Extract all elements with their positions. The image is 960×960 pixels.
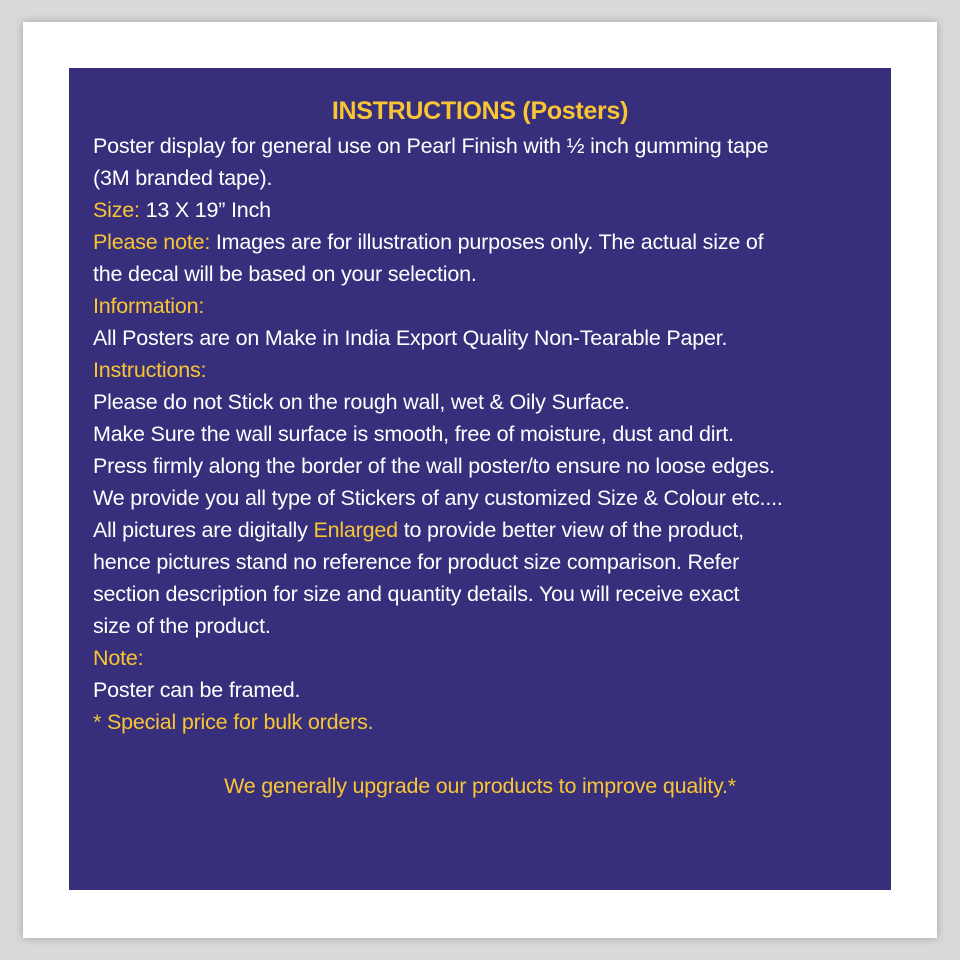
instruction-line-3: Press firmly along the border of the wall poster/to ensure no loose edges.	[93, 454, 775, 478]
size-label: Size:	[93, 198, 140, 222]
instruction-line-7: section description for size and quantity details. You will receive exact	[93, 582, 740, 606]
size-value: 13 X 19” Inch	[139, 198, 271, 222]
footer-note: We generally upgrade our products to improve quality.*	[224, 774, 736, 798]
note-text: Poster can be framed.	[93, 678, 301, 702]
instructions-label: Instructions:	[93, 358, 207, 382]
page-title: INSTRUCTIONS (Posters)	[331, 97, 629, 125]
instruction-line-1: Please do not Stick on the rough wall, wet & Oily Surface.	[93, 390, 630, 414]
please-note-text: Images are for illustration purposes only. The actual size of	[210, 230, 764, 254]
please-note-line-2: the decal will be based on your selection.	[93, 262, 477, 286]
enlarged-word: Enlarged	[313, 518, 398, 542]
instruction-line-6: hence pictures stand no reference for product size comparison. Refer	[93, 550, 740, 574]
information-text: All Posters are on Make in India Export Quality Non-Tearable Paper.	[93, 326, 728, 350]
special-price-note: * Special price for bulk orders.	[93, 710, 374, 734]
size-row	[93, 194, 867, 226]
intro-line-2: (3M branded tape).	[93, 166, 273, 190]
enlarged-row	[93, 514, 867, 546]
instruction-line-2: Make Sure the wall surface is smooth, free of moisture, dust and dirt.	[93, 422, 734, 446]
enlarged-after: to provide better view of the product,	[397, 518, 744, 542]
information-label: Information:	[93, 294, 205, 318]
instruction-line-8: size of the product.	[93, 614, 271, 638]
intro-line-1: Poster display for general use on Pearl Finish with ½ inch gumming tape	[93, 134, 769, 158]
enlarged-before: All pictures are digitally	[93, 518, 314, 542]
please-note-label: Please note:	[93, 230, 211, 254]
note-label: Note:	[93, 646, 144, 670]
please-note-row	[93, 226, 867, 258]
card-frame	[23, 22, 937, 938]
instruction-line-4: We provide you all type of Stickers of any customized Size & Colour etc....	[93, 486, 783, 510]
instructions-panel	[69, 68, 891, 890]
